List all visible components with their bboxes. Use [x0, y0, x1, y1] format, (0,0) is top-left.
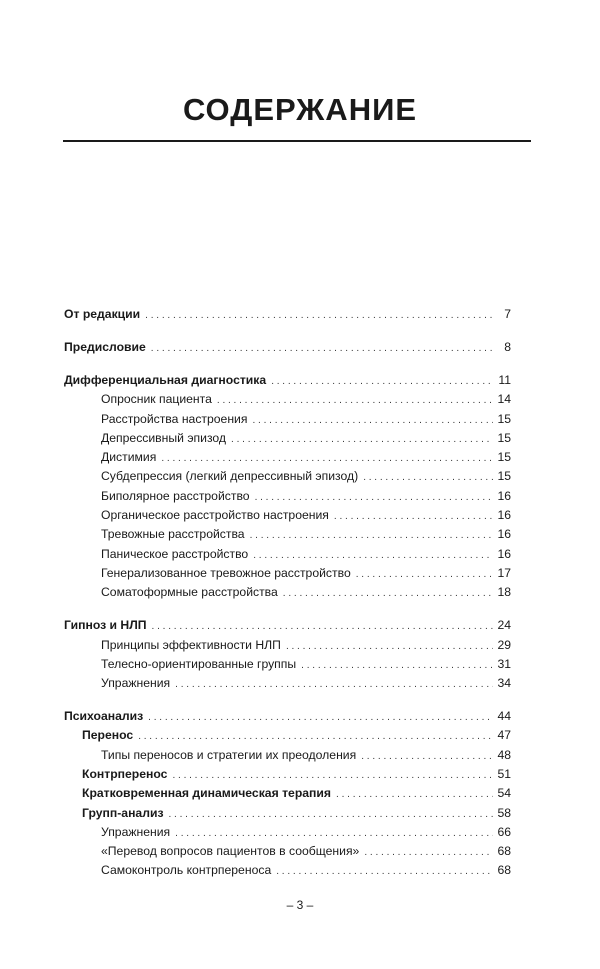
toc-entry-label: Соматоформные расстройства	[101, 585, 278, 600]
toc-entry-page: 29	[497, 637, 511, 652]
dot-leader	[336, 785, 493, 804]
toc-entry-page: 47	[497, 728, 511, 743]
dot-leader	[175, 824, 493, 843]
dot-leader	[145, 306, 493, 325]
dot-leader	[250, 526, 493, 545]
dot-leader	[148, 708, 493, 727]
toc-entry-label: Упражнения	[101, 676, 171, 691]
toc-entry[interactable]	[64, 467, 511, 486]
toc-entry[interactable]	[64, 655, 511, 674]
page-number: – 3 –	[286, 898, 314, 912]
dot-leader	[252, 411, 493, 430]
toc-entry-label: Паническое расстройство	[101, 546, 249, 561]
toc-entry-hypnosis-nlp[interactable]	[64, 616, 511, 635]
toc-entry-countertransference[interactable]	[64, 765, 511, 784]
toc-entry-page: 17	[497, 565, 511, 580]
toc-entry[interactable]	[64, 545, 511, 564]
toc-entry-page: 48	[497, 747, 511, 762]
toc-entry-short-term-therapy[interactable]	[64, 784, 511, 803]
dot-leader	[231, 430, 493, 449]
toc-entry[interactable]	[64, 583, 511, 602]
toc-entry-page: 54	[497, 786, 511, 801]
toc-entry-label: Дифференциальная диагностика	[64, 372, 267, 387]
toc-entry-label: Дистимия	[101, 450, 157, 465]
toc-entry-page: 15	[497, 469, 511, 484]
toc-entry-label: «Перевод вопросов пациентов в сообщения»	[101, 844, 360, 859]
toc-entry-label: Упражнения	[101, 824, 171, 839]
page-title: СОДЕРЖАНИЕ	[182, 92, 418, 127]
toc-entry-label: Тревожные расстройства	[101, 527, 245, 542]
dot-leader	[276, 862, 493, 881]
toc-entry[interactable]	[64, 746, 511, 765]
toc-entry[interactable]	[64, 861, 511, 880]
toc-entry[interactable]	[64, 674, 511, 693]
toc-entry[interactable]	[64, 487, 511, 506]
dot-leader	[161, 449, 493, 468]
toc-entry-label: Психоанализ	[64, 709, 144, 724]
toc-entry-page: 15	[497, 411, 511, 426]
toc-entry-label: Телесно-ориентированные группы	[101, 656, 297, 671]
toc-entry-label: Типы переносов и стратегии их преодоления	[101, 747, 357, 762]
toc-entry-preface[interactable]	[64, 338, 511, 357]
dot-leader	[169, 805, 494, 824]
toc-entry[interactable]	[64, 390, 511, 409]
toc-entry-page: 8	[504, 339, 511, 354]
toc-entry[interactable]	[64, 410, 511, 429]
toc-entry-page: 24	[497, 618, 511, 633]
toc-entry-label: Депрессивный эпизод	[101, 430, 227, 445]
dot-leader	[271, 372, 493, 391]
toc-entry-label: Органическое расстройство настроения	[101, 508, 329, 523]
toc-entry-page: 66	[497, 824, 511, 839]
toc-entry-label: Генерализованное тревожное расстройство	[101, 565, 351, 580]
toc-entry-label: Кратковременная динамическая терапия	[82, 786, 332, 801]
toc-entry[interactable]	[64, 525, 511, 544]
toc-entry-label: Опросник пациента	[101, 392, 212, 407]
toc-entry-page: 31	[497, 656, 511, 671]
toc-entry[interactable]	[64, 448, 511, 467]
dot-leader	[172, 766, 493, 785]
toc-entry-transference[interactable]	[64, 726, 511, 745]
toc-entry[interactable]	[64, 564, 511, 583]
toc-entry-label: Контрперенос	[82, 766, 168, 781]
section-gap	[64, 603, 511, 617]
dot-leader	[255, 488, 493, 507]
toc-entry-page: 16	[497, 508, 511, 523]
toc-entry-page: 16	[497, 546, 511, 561]
toc-entry-group-analysis[interactable]	[64, 804, 511, 823]
toc-entry-page: 15	[497, 450, 511, 465]
toc-entry-page: 44	[497, 709, 511, 724]
dot-leader	[253, 546, 493, 565]
section-gap	[64, 324, 511, 338]
toc-entry-label: Расстройства настроения	[101, 411, 248, 426]
toc-entry-psychoanalysis[interactable]	[64, 707, 511, 726]
toc-entry-page: 16	[497, 488, 511, 503]
toc-entry[interactable]	[64, 429, 511, 448]
dot-leader	[363, 468, 493, 487]
toc-entry-label: Самоконтроль контрпереноса	[101, 863, 272, 878]
toc-entry-page: 68	[497, 863, 511, 878]
toc-entry-from-editors[interactable]	[64, 305, 511, 324]
dot-leader	[217, 391, 493, 410]
dot-leader	[138, 727, 493, 746]
toc-entry-label: Групп-анализ	[82, 805, 164, 820]
toc-entry-label: Перенос	[82, 728, 134, 743]
dot-leader	[361, 747, 493, 766]
dot-leader	[334, 507, 493, 526]
toc-entry-page: 15	[497, 430, 511, 445]
dot-leader	[301, 656, 493, 675]
section-gap	[64, 693, 511, 707]
dot-leader	[364, 843, 493, 862]
dot-leader	[283, 584, 493, 603]
toc-entry-differential-diagnostics[interactable]	[64, 371, 511, 390]
toc-entry-label: От редакции	[64, 307, 141, 321]
toc-entry-page: 16	[497, 527, 511, 542]
toc-entry-page: 51	[497, 766, 511, 781]
toc-entry-page: 14	[497, 392, 511, 407]
toc-entry[interactable]	[64, 842, 511, 861]
toc-entry-page: 58	[497, 805, 511, 820]
dot-leader	[356, 565, 493, 584]
toc-entry-page: 68	[497, 844, 511, 859]
toc-entry-label: Субдепрессия (легкий депрессивный эпизод)	[101, 469, 359, 484]
toc-entry-label: Принципы эффективности НЛП	[101, 637, 281, 652]
dot-leader	[152, 617, 493, 636]
toc-entry-page: 18	[497, 585, 511, 600]
table-of-contents	[64, 305, 511, 881]
toc-entry[interactable]	[64, 636, 511, 655]
dot-leader	[286, 637, 493, 656]
toc-entry-page: 11	[498, 372, 511, 387]
toc-entry-page: 34	[497, 676, 511, 691]
toc-entry-label: Гипноз и НЛП	[64, 618, 147, 633]
dot-leader	[175, 675, 493, 694]
section-gap	[64, 357, 511, 371]
dot-leader	[151, 339, 493, 358]
toc-entry[interactable]	[64, 823, 511, 842]
title-underline	[63, 140, 531, 142]
toc-entry-label: Предисловие	[64, 339, 146, 354]
toc-entry[interactable]	[64, 506, 511, 525]
toc-entry-page: 7	[504, 307, 511, 321]
toc-entry-label: Биполярное расстройство	[101, 488, 250, 503]
